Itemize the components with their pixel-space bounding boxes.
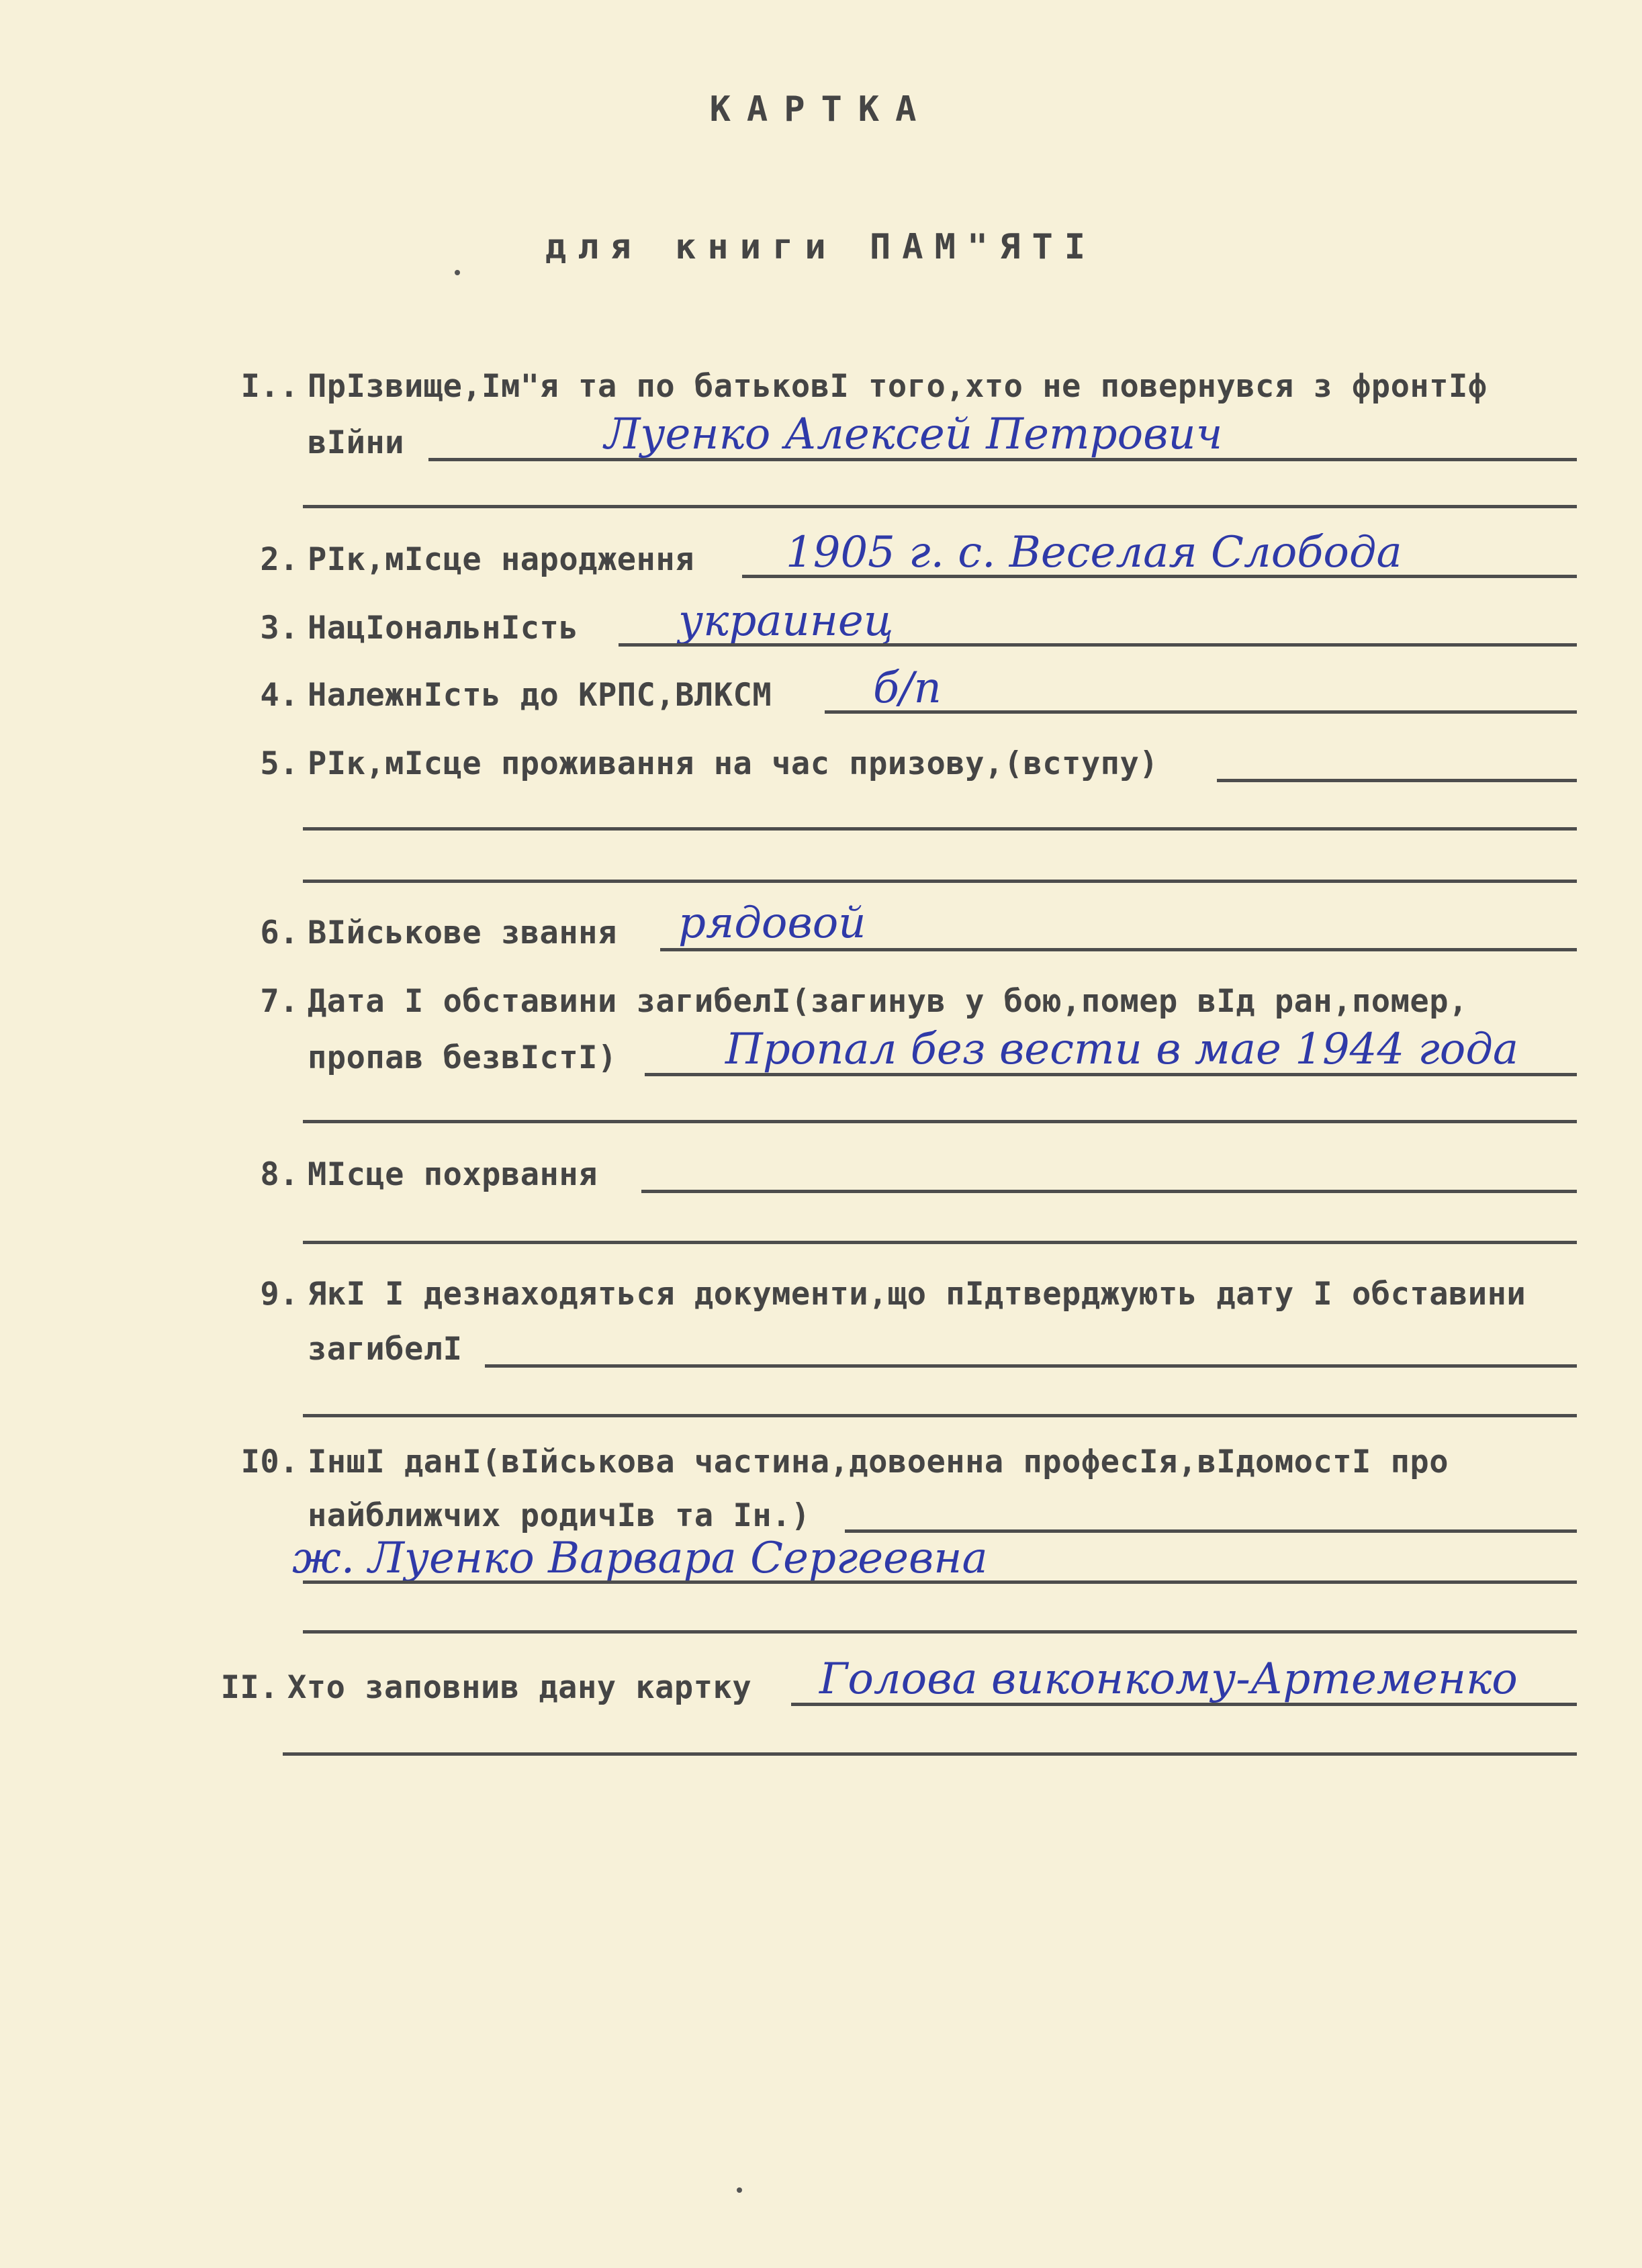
field-2-label: РІк,мІсце народження: [308, 541, 694, 578]
field-8-line: [641, 1190, 1577, 1193]
field-11-label: Хто заповнив дану картку: [287, 1669, 752, 1706]
field-6-line: [660, 948, 1577, 951]
field-5-label: РІк,мІсце проживання на час призову,(вступу): [308, 745, 1159, 782]
field-9-line: [485, 1364, 1577, 1368]
field-8-label: МІсце похрвання: [308, 1156, 598, 1193]
field-7-label: Дата І обставини загибелІ(загинув у бою,помер вІд ран,помер,: [308, 983, 1468, 1020]
field-1-label: ПрІзвище,Ім"я та по батьковІ того,хто не повернувся з фронтІф: [308, 368, 1488, 405]
field-6-number: 6.: [260, 914, 299, 951]
field-2-line: [742, 575, 1577, 578]
field-4-line: [825, 710, 1577, 714]
field-1-value[interactable]: Луенко Алексей Петрович: [604, 410, 1223, 459]
field-1-line-2: [303, 505, 1577, 508]
field-3-label: НацІональнІсть: [308, 610, 579, 647]
field-8-number: 8.: [260, 1156, 299, 1193]
field-10-value[interactable]: ж. Луенко Варвара Сергеевна: [292, 1533, 988, 1583]
field-11-line: [791, 1703, 1577, 1706]
field-5-line: [1217, 779, 1577, 782]
field-7-line: [645, 1073, 1577, 1076]
field-5-line-3: [303, 880, 1577, 883]
paper-speck: [455, 270, 460, 275]
paper-speck: [737, 2187, 742, 2193]
field-10-line-2: [303, 1580, 1577, 1584]
field-6-label: ВІйськове звання: [308, 914, 617, 951]
field-7-value[interactable]: Пропал без вести в мае 1944 года: [725, 1025, 1519, 1074]
field-3-number: 3.: [260, 610, 299, 647]
field-11-value[interactable]: Голова виконкому-Артеменко: [819, 1654, 1518, 1704]
field-2-value[interactable]: 1905 г. с. Веселая Слобода: [786, 528, 1402, 577]
field-5-number: 5.: [260, 745, 299, 782]
card-subtitle: для книги ПАМ"ЯТІ: [545, 227, 1097, 267]
field-11-line-2: [283, 1752, 1577, 1756]
field-11-number: ІІ.: [220, 1669, 279, 1706]
field-6-value[interactable]: рядовой: [678, 898, 866, 948]
field-7-label-cont: пропав безвІстІ): [308, 1039, 617, 1076]
card-title: КАРТКА: [709, 89, 933, 130]
field-4-number: 4.: [260, 677, 299, 714]
field-4-value[interactable]: б/п: [873, 663, 942, 713]
field-5-line-2: [303, 827, 1577, 831]
field-10-number: І0.: [240, 1444, 299, 1480]
field-10-line: [845, 1529, 1577, 1533]
field-10-label: ІншІ данІ(вІйськова частина,довоенна професІя,вІдомостІ про: [308, 1444, 1449, 1480]
field-10-label-cont: найближчих родичІв та Ін.): [308, 1497, 811, 1534]
field-8-line-2: [303, 1241, 1577, 1244]
field-9-number: 9.: [260, 1276, 299, 1313]
field-3-line: [619, 643, 1577, 647]
field-2-number: 2.: [260, 541, 299, 578]
field-10-line-3: [303, 1630, 1577, 1634]
field-9-line-2: [303, 1414, 1577, 1417]
field-1-line: [428, 458, 1577, 461]
field-4-label: НалежнІсть до КРПС,ВЛКСМ: [308, 677, 772, 714]
field-9-label: ЯкІ І дезнаходяться документи,що пІдтверджують дату І обставини: [308, 1276, 1526, 1313]
field-1-number: І..: [240, 368, 299, 405]
field-9-label-cont: загибелІ: [308, 1331, 463, 1368]
field-7-number: 7.: [260, 983, 299, 1020]
field-3-value[interactable]: украинец: [678, 596, 894, 646]
field-7-line-2: [303, 1120, 1577, 1123]
field-1-label-cont: вІйни: [308, 424, 404, 461]
